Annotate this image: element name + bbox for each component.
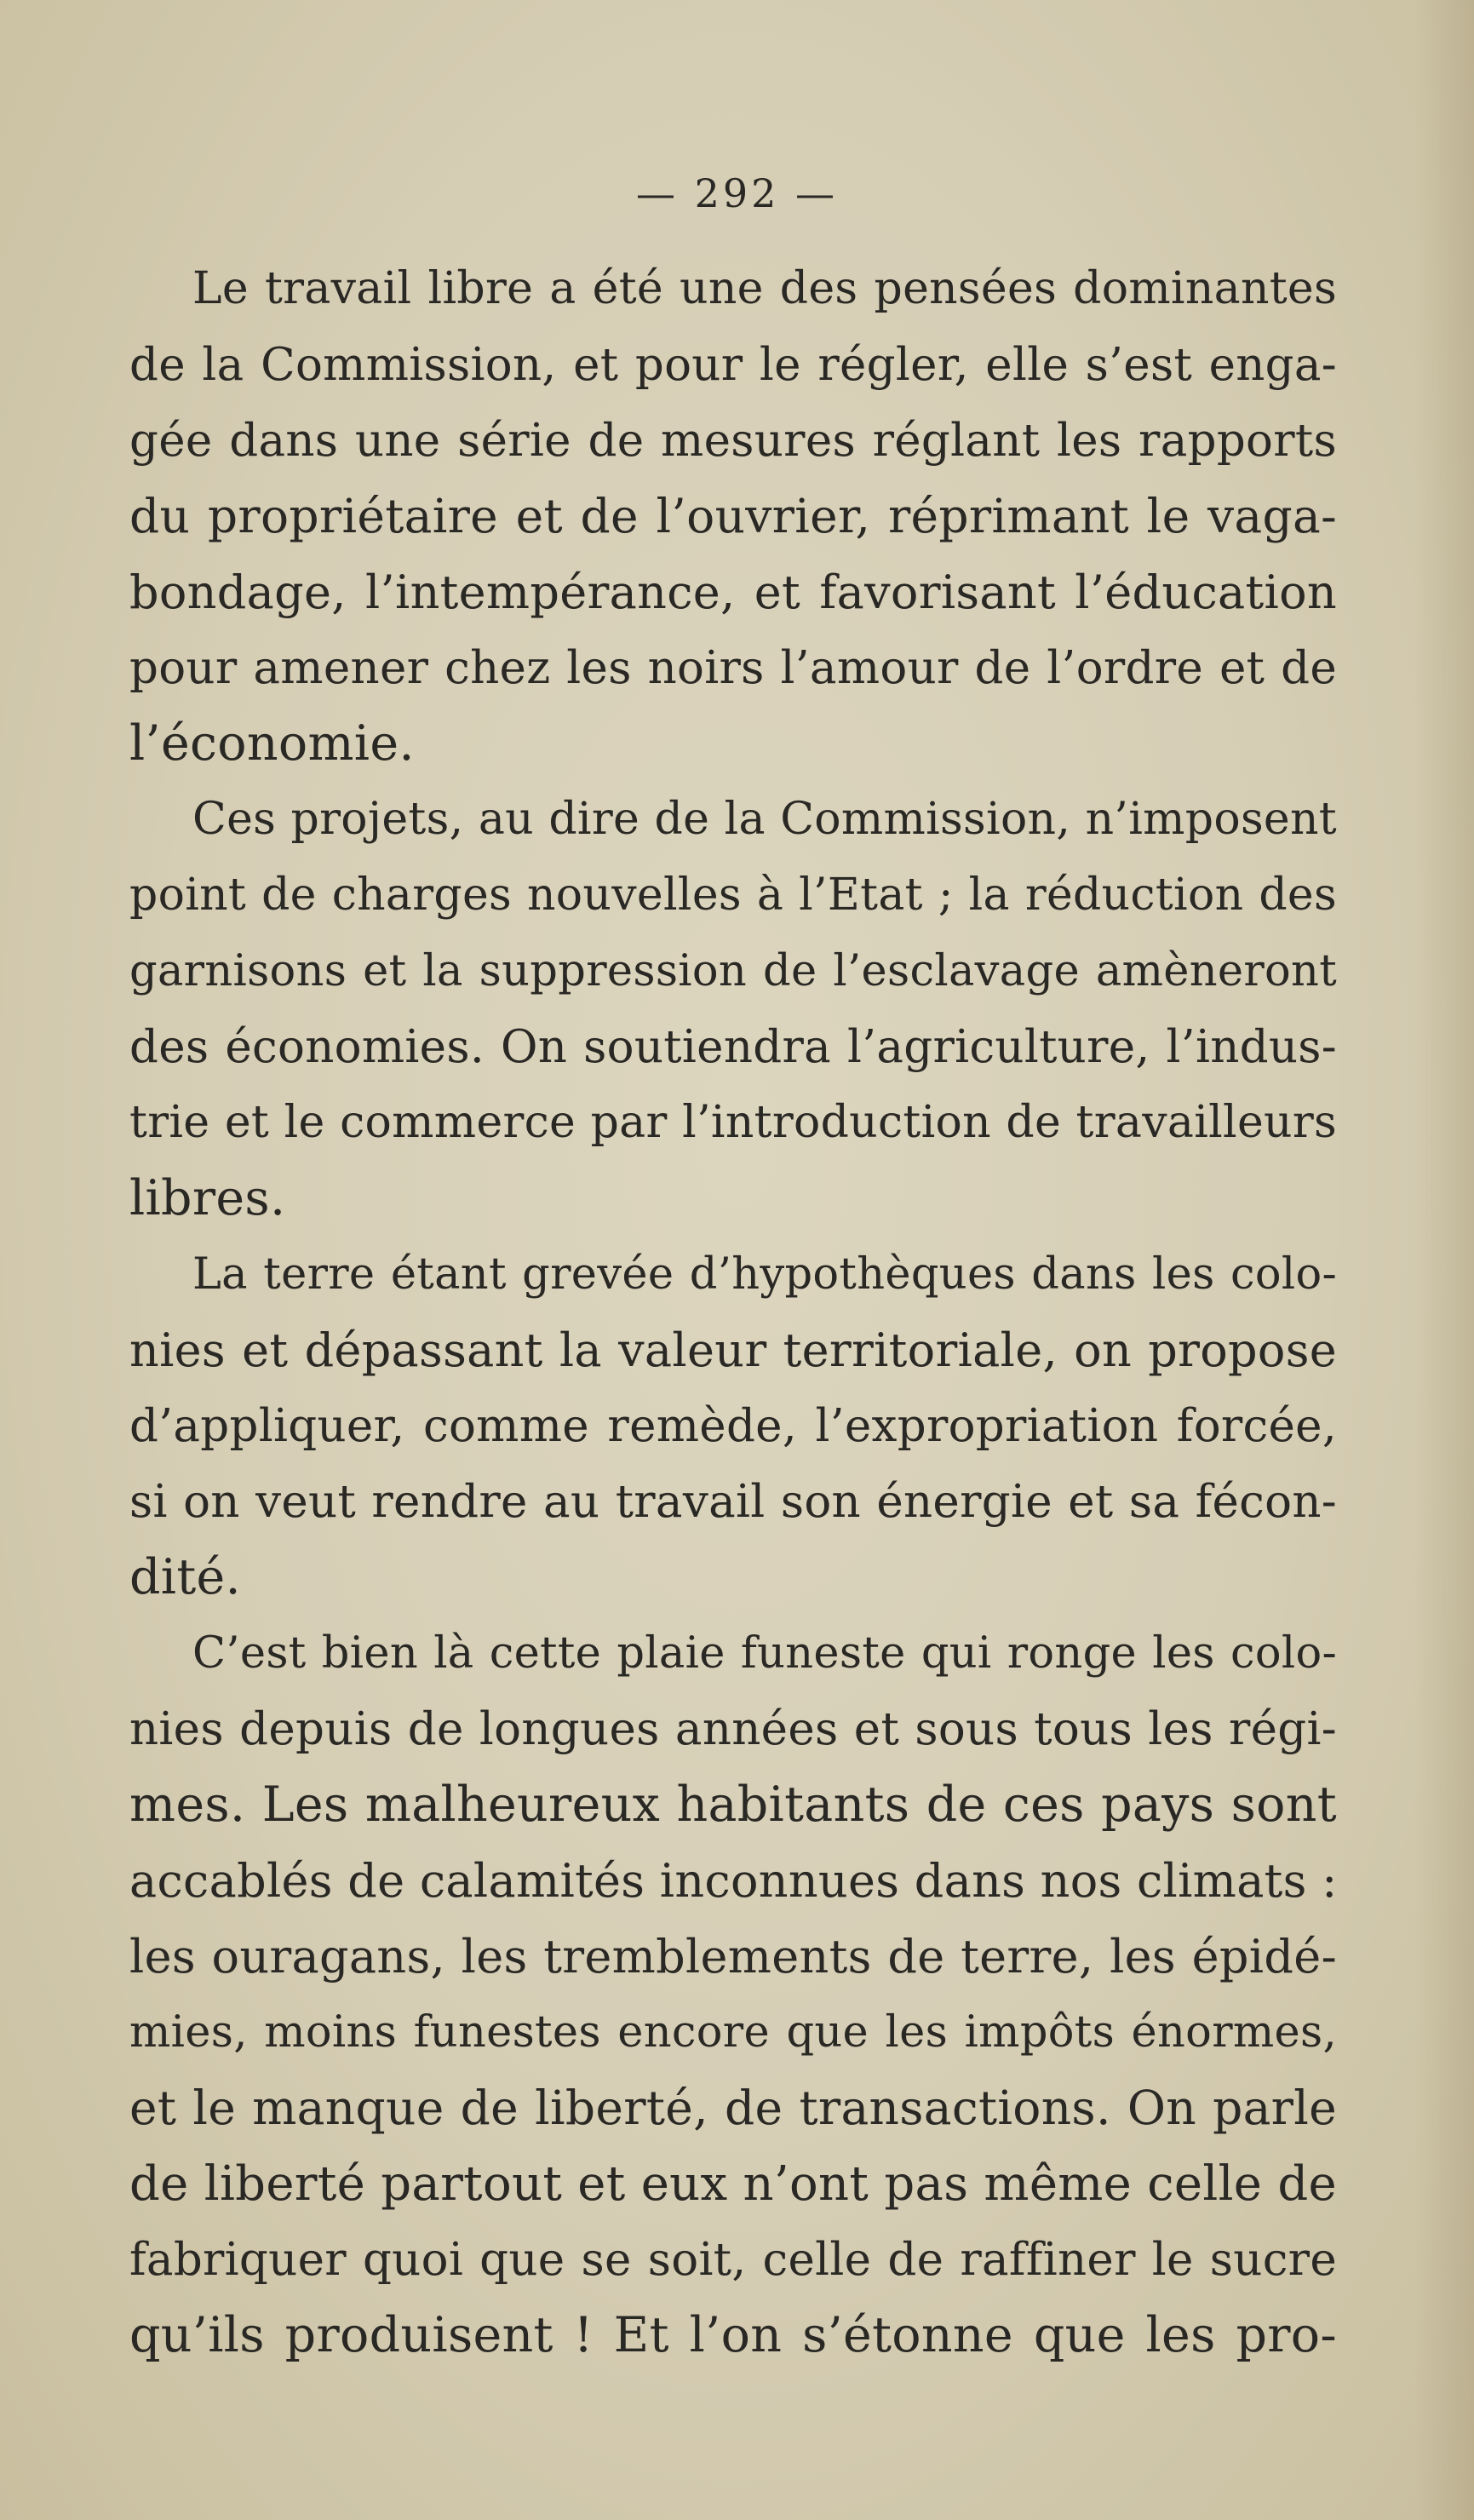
text-line: C’est bien là cette plaie funeste qui ronge les colo- [192,1628,1337,1679]
text-line: fabriquer quoi que se soit, celle de raffiner le sucre [129,2234,1337,2286]
text-line: de liberté partout et eux n’ont pas même celle de [129,2156,1337,2212]
text-line: garnisons et la suppression de l’esclavage amèneront [129,946,1337,996]
text-line: d’appliquer, comme remède, l’expropriation forcée, [129,1400,1337,1452]
text-line: si on veut rendre au travail son énergie et sa fécon- [129,1476,1337,1528]
text-line: nies et dépassant la valeur territoriale, on propose [129,1323,1337,1377]
text-line: les ouragans, les tremblements de terre, les épidé- [129,1930,1337,1983]
text-line: et le manque de liberté, de transactions. On parle [129,2081,1337,2135]
text-line: Le travail libre a été une des pensées dominantes [192,263,1337,314]
text-line: mes. Les malheureux habitants de ces pays sont [129,1777,1337,1833]
text-line: Ces projets, au dire de la Commission, n’imposent [192,794,1337,845]
text-line: l’économie. [129,715,415,772]
text-line: du propriétaire et de l’ouvrier, réprimant le vaga- [129,489,1337,543]
text-line: pour amener chez les noirs l’amour de l’ordre et de [129,642,1337,694]
text-line: mies, moins funestes encore que les impôts énormes, [129,2007,1337,2058]
page-number: — 292 — [635,170,839,216]
text-line: accablés de calamités inconnues dans nos climats : [129,1854,1338,1908]
body-text [129,251,1337,2374]
text-line: qu’ils produisent ! Et l’on s’étonne que les pro- [129,2307,1337,2363]
text-line: bondage, l’intempérance, et favorisant l’éducation [129,565,1337,619]
text-line: gée dans une série de mesures réglant les rapports [129,415,1337,467]
text-line: des économies. On soutiendra l’agriculture, l’indus- [129,1021,1337,1073]
text-line: dité. [129,1549,241,1605]
text-line: trie et le commerce par l’introduction de travailleurs [129,1097,1337,1148]
text-line: libres. [129,1170,286,1226]
text-line: La terre étant grevée d’hypothèques dans les colo- [192,1249,1337,1300]
text-line: nies depuis de longues années et sous tous les régi- [129,1703,1337,1755]
text-line: de la Commission, et pour le régler, elle s’est enga- [129,339,1337,391]
text-line: point de charges nouvelles à l’Etat ; la réduction des [129,870,1337,921]
